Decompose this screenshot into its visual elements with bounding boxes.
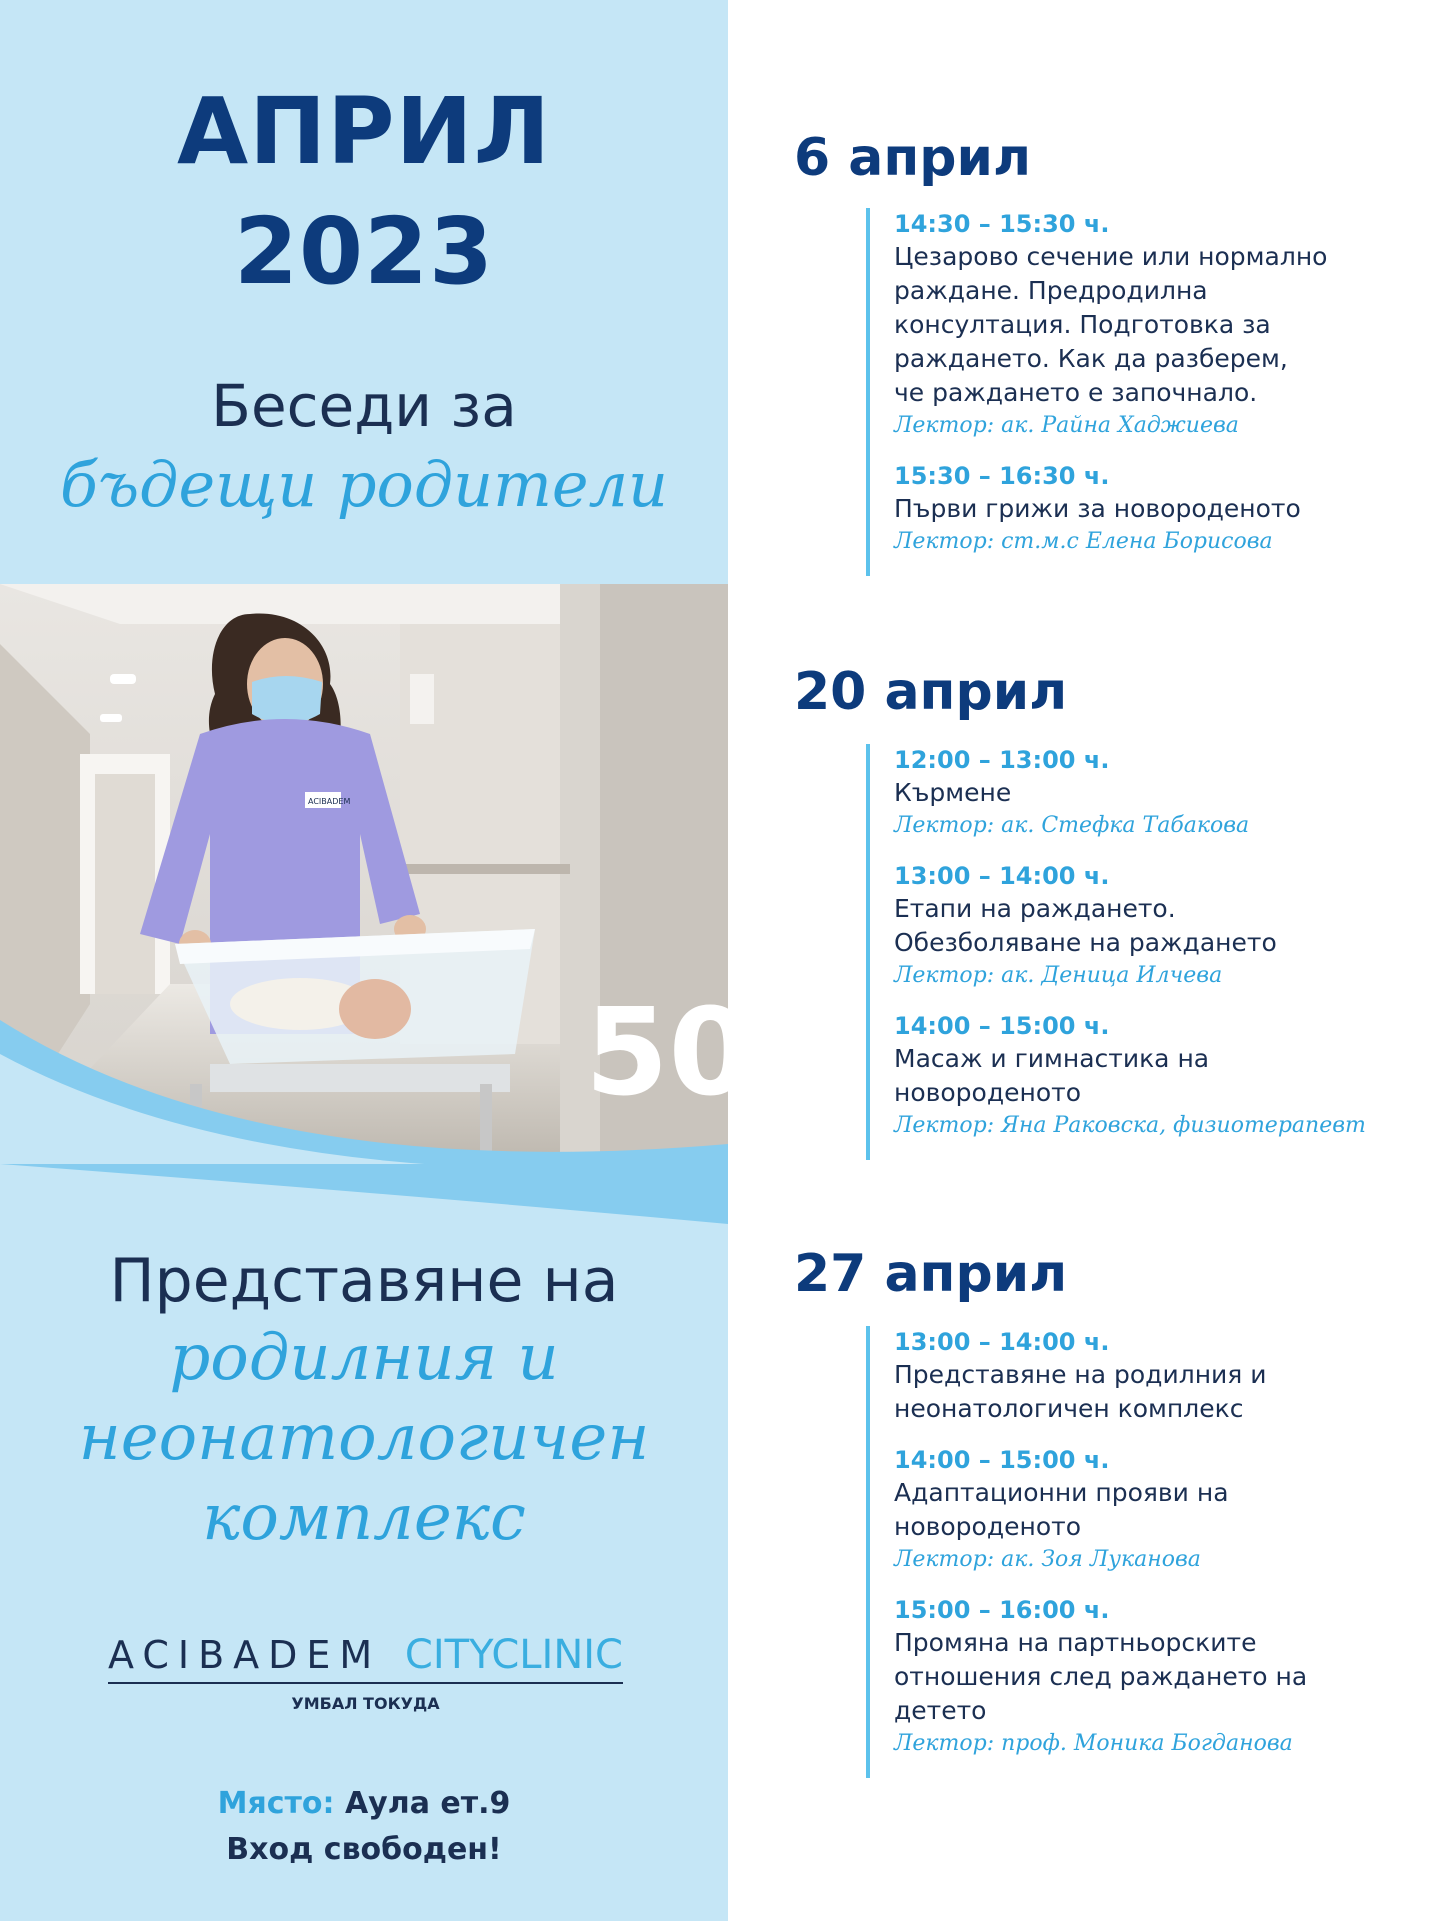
- session-entry: [894, 1326, 1307, 1426]
- session-entry: [894, 860, 1366, 992]
- session-topic: Първи грижи за новороденото: [894, 494, 1301, 523]
- schedule-block-2: [866, 744, 1366, 1160]
- session-time: 14:30 – 15:30 ч.: [894, 210, 1110, 238]
- photo-illustration: [0, 584, 836, 1164]
- session-topic: отношения след раждането на: [894, 1662, 1308, 1691]
- session-lecturer: Лектор: ст.м.с Елена Борисова: [894, 529, 1273, 554]
- session-time: 13:00 – 14:00 ч.: [894, 862, 1110, 890]
- session-topic: Етапи на раждането.: [894, 894, 1176, 923]
- session-time: 15:30 – 16:30 ч.: [894, 462, 1110, 490]
- session-time: 12:00 – 13:00 ч.: [894, 746, 1110, 774]
- session-lecturer: Лектор: ак. Стефка Табакова: [894, 813, 1250, 838]
- hospital-photo: [0, 584, 836, 1164]
- date-heading: 6 април: [794, 128, 1032, 188]
- session-topic: Обезболяване на раждането: [894, 928, 1277, 957]
- schedule-block-3: [866, 1326, 1307, 1778]
- presentation-line1: Представяне на: [109, 1246, 619, 1316]
- date-heading: 20 април: [794, 662, 1068, 722]
- subtitle-plain: Беседи за: [211, 372, 517, 440]
- session-entry: [894, 1010, 1366, 1142]
- session-entry: [894, 1594, 1307, 1760]
- schedule-block-1: [866, 208, 1327, 576]
- nurse-badge: ACIBADEM: [308, 797, 351, 806]
- session-topic: новороденото: [894, 1512, 1081, 1541]
- logo-divider: [108, 1682, 623, 1684]
- session-time: 13:00 – 14:00 ч.: [894, 1328, 1110, 1356]
- session-topic: Кърмене: [894, 778, 1012, 807]
- session-lecturer: Лектор: ак. Деница Илчева: [894, 963, 1223, 988]
- session-topic: Масаж и гимнастика на: [894, 1044, 1210, 1073]
- session-lecturer: Лектор: Яна Раковска, физиотерапевт: [894, 1113, 1366, 1138]
- session-topic: новороденото: [894, 1078, 1081, 1107]
- subtitle-italic: бъдещи родители: [60, 448, 668, 521]
- logo-brand: ACIBADEM: [108, 1633, 382, 1677]
- session-time: 14:00 – 15:00 ч.: [894, 1446, 1110, 1474]
- date-heading: 27 април: [794, 1244, 1068, 1304]
- session-entry: [894, 744, 1366, 842]
- session-lecturer: Лектор: проф. Моника Богданова: [894, 1731, 1293, 1756]
- wave-shape: [0, 1164, 728, 1224]
- wave-band: [0, 1164, 728, 1224]
- presentation-line2: родилния и: [169, 1321, 559, 1395]
- logo-subtitle: УМБАЛ ТОКУДА: [291, 1694, 440, 1713]
- year-title: 2023: [233, 198, 495, 305]
- presentation-line3: неонатологичен: [78, 1401, 650, 1475]
- session-entry: [894, 1444, 1307, 1576]
- session-lecturer: Лектор: ак. Райна Хаджиева: [894, 413, 1239, 438]
- acibadem-logo: [108, 1632, 623, 1713]
- session-topic: неонатологичен комплекс: [894, 1394, 1244, 1423]
- session-topic: раждане. Предродилна: [894, 276, 1208, 305]
- venue-label: Място:: [217, 1786, 335, 1821]
- room-number: 506: [585, 984, 836, 1123]
- session-lecturer: Лектор: ак. Зоя Луканова: [894, 1547, 1201, 1572]
- session-topic: че раждането е започнало.: [894, 378, 1258, 407]
- session-time: 15:00 – 16:00 ч.: [894, 1596, 1110, 1624]
- session-topic: детето: [894, 1696, 987, 1725]
- venue-line: [0, 1786, 728, 1821]
- session-topic: Промяна на партньорските: [894, 1628, 1257, 1657]
- session-topic: консултация. Подготовка за: [894, 310, 1271, 339]
- logo-clinic: CITYCLINIC: [404, 1632, 623, 1678]
- venue-value: Аула ет.9: [344, 1786, 511, 1821]
- session-topic: Представяне на родилния и: [894, 1360, 1267, 1389]
- session-time: 14:00 – 15:00 ч.: [894, 1012, 1110, 1040]
- month-title: АПРИЛ: [176, 78, 552, 185]
- session-topic: Цезарово сечение или нормално: [894, 242, 1328, 271]
- session-entry: [894, 460, 1327, 558]
- presentation-line4: комплекс: [202, 1481, 526, 1555]
- session-topic: Адаптационни прояви на: [894, 1478, 1229, 1507]
- entry-free: Вход свободен!: [226, 1832, 502, 1867]
- session-topic: раждането. Как да разберем,: [894, 344, 1288, 373]
- session-entry: [894, 208, 1327, 442]
